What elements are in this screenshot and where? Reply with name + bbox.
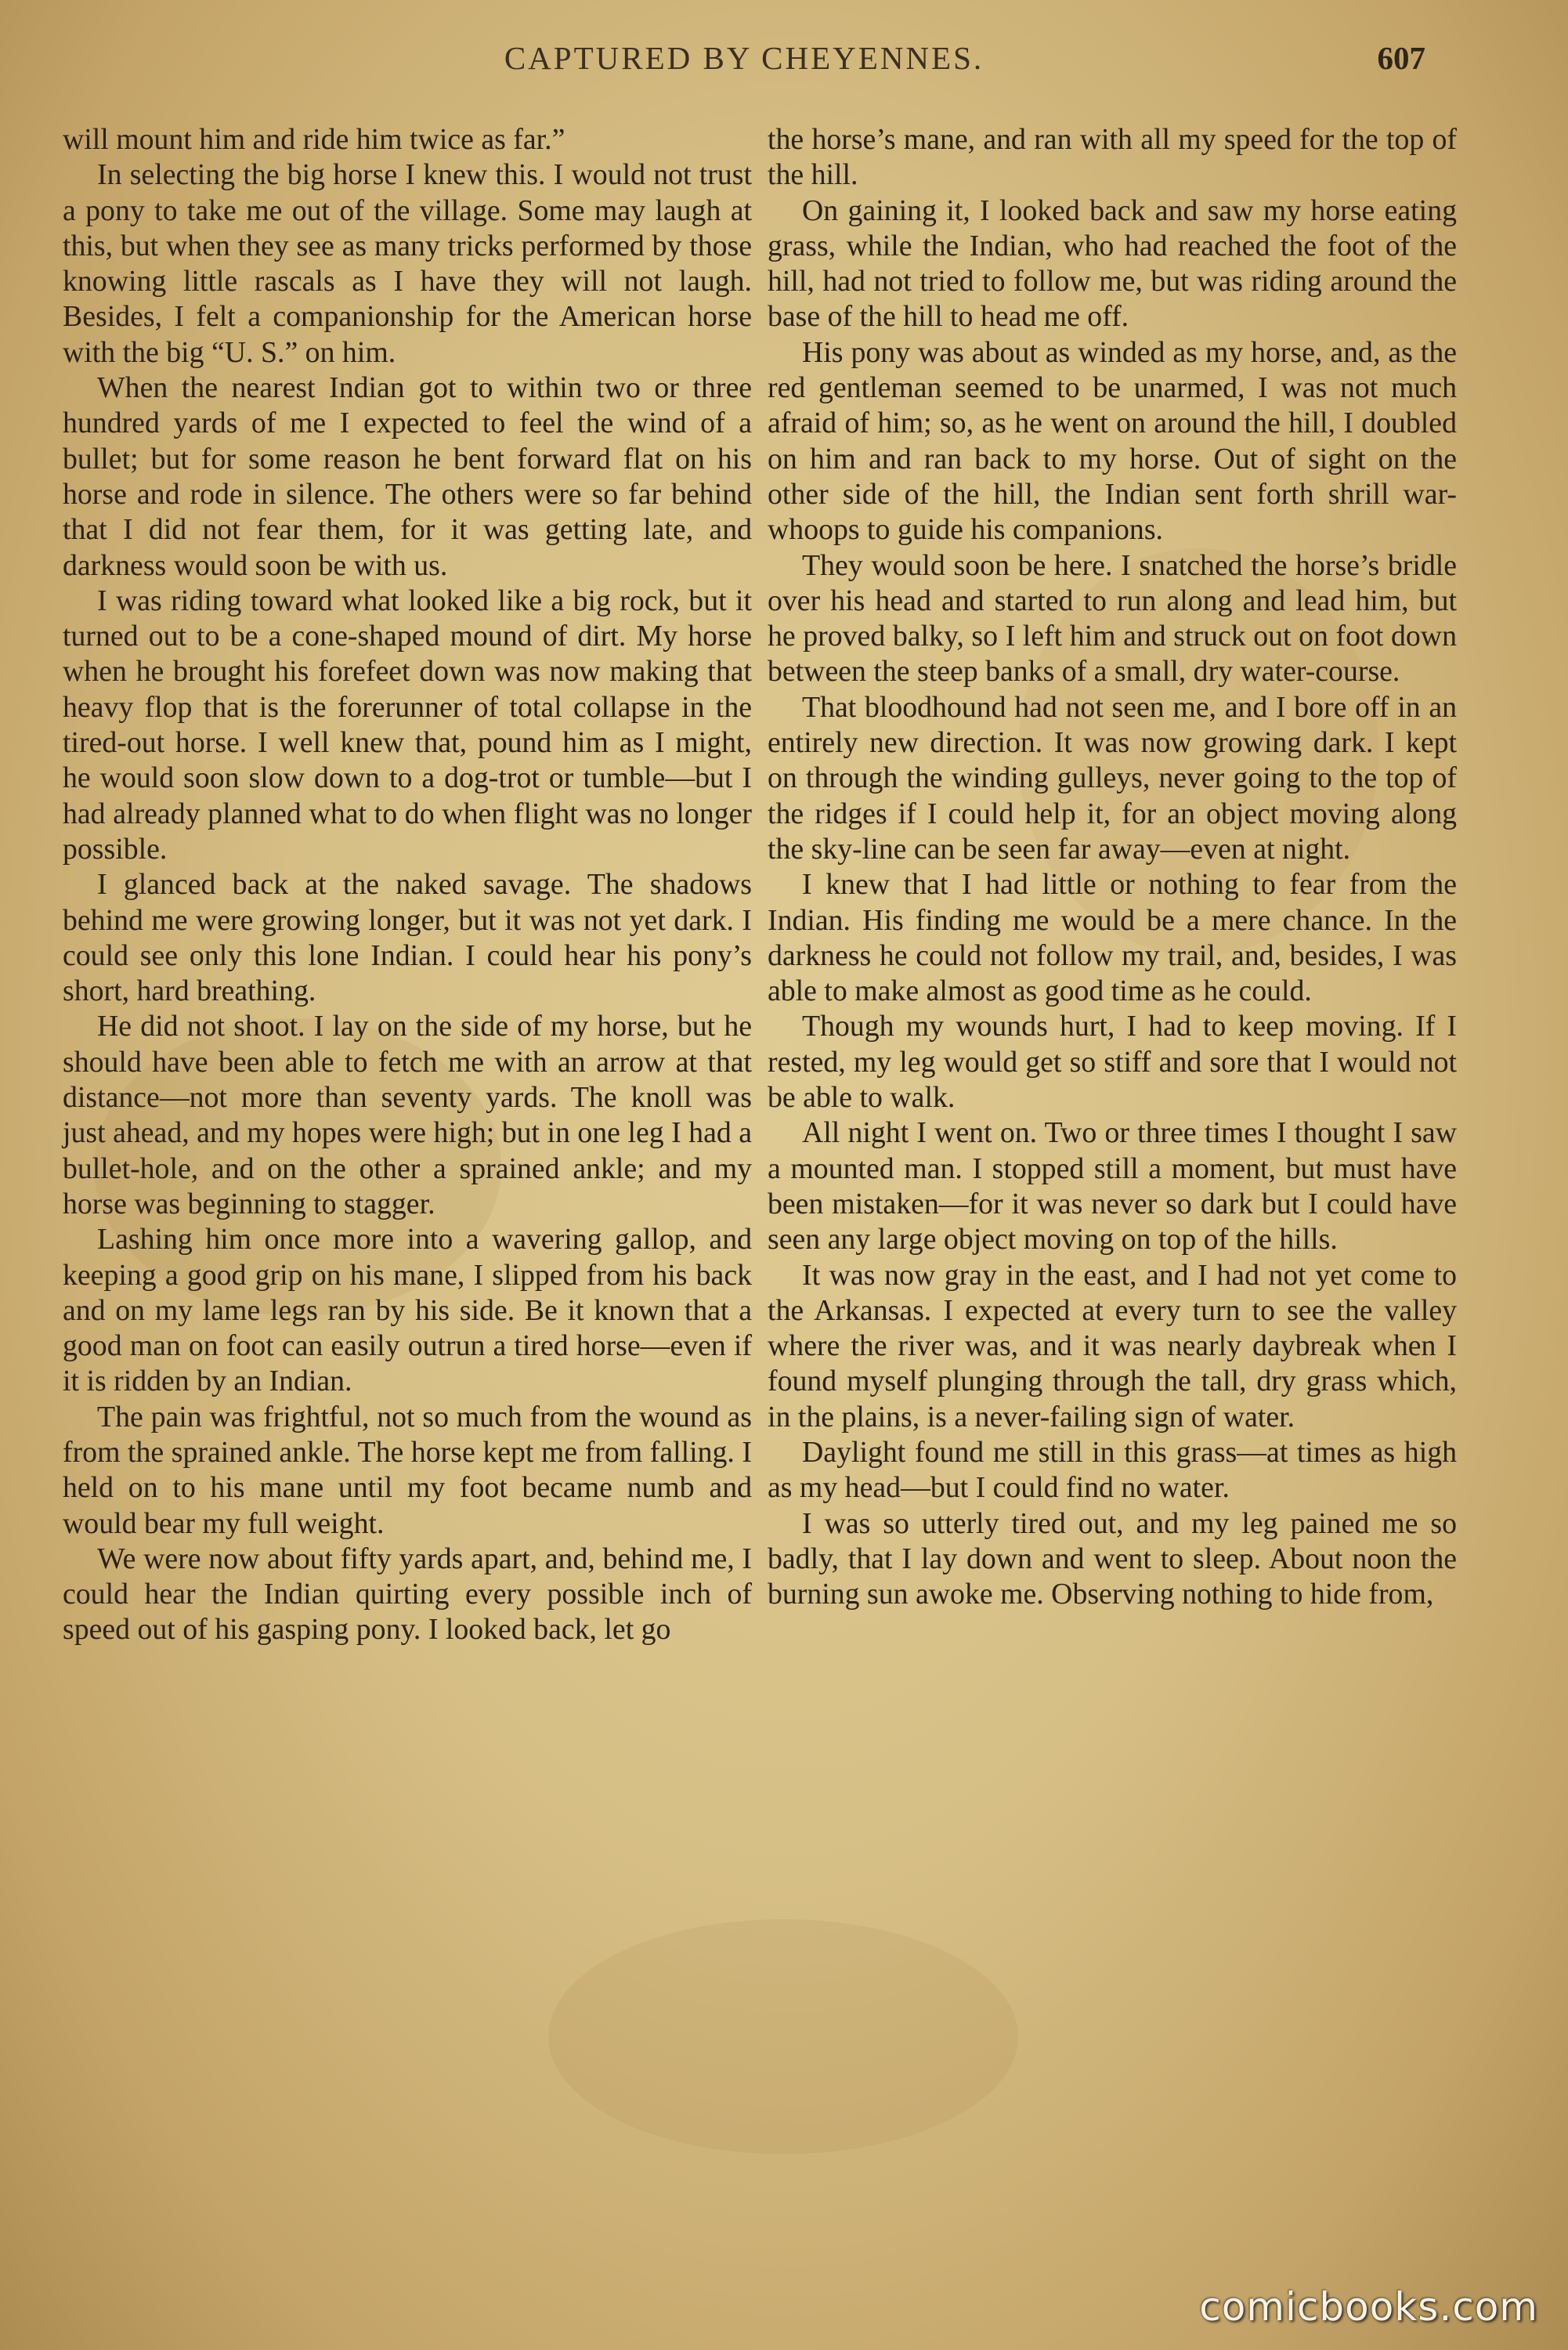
- paragraph: His pony was about as winded as my horse, and, as the red gentleman seemed to be unarmed, I was not much afraid of him; so, as he went on around the hill, I doubled on him and ran back to my horse. Out of sight on the other side of the hill, the Indian sent forth shrill war-whoops to guide his companions.: [768, 335, 1457, 547]
- running-head: CAPTURED BY CHEYENNES.: [504, 40, 985, 76]
- page-number: 607: [1377, 40, 1425, 76]
- site-watermark: comicbooks.com: [1199, 2284, 1538, 2330]
- paragraph: They would soon be here. I snatched the horse’s bridle over his head and started to run along and lead him, but he proved balky, so I left him and struck out on foot down between the steep banks of a small, dry water-course.: [768, 548, 1457, 689]
- paragraph: On gaining it, I looked back and saw my horse eating grass, while the Indian, who had reached the foot of the hill, had not tried to follow me, but was riding around the base of the hill to head me off.: [768, 193, 1457, 334]
- paragraph: That bloodhound had not seen me, and I bore off in an entirely new direction. It was now growing dark. I kept on through the winding gulleys, never going to the top of the ridges if I could help it, for an object moving along the sky-line can be seen far away—even at night.: [768, 690, 1457, 866]
- page-header: [63, 39, 1425, 86]
- paragraph: will mount him and ride him twice as far.”: [63, 123, 565, 156]
- paragraph: I was riding toward what looked like a big rock, but it turned out to be a cone-shaped mound of dirt. My horse when he brought his forefeet down was now making that heavy flop that is the forerunner of total collapse in the tired-out horse. I well knew that, pound him as I might, he would soon slow down to a dog-trot or tumble—but I had already planned what to do when flight was no longer possible.: [63, 584, 752, 866]
- paragraph: the horse’s mane, and ran with all my speed for the top of the hill.: [768, 123, 1457, 192]
- paragraph: Daylight found me still in this grass—at times as high as my head—but I could find no water.: [768, 1435, 1457, 1505]
- paragraph: Though my wounds hurt, I had to keep moving. If I rested, my leg would get so stiff and sore that I would not be able to walk.: [768, 1010, 1457, 1115]
- paragraph: I knew that I had little or nothing to fear from the Indian. His finding me would be a mere chance. In the darkness he could not follow my trail, and, besides, I was able to make almost as good time as he could.: [768, 868, 1457, 1008]
- paragraph: We were now about fifty yards apart, and, behind me, I could hear the Indian quirting every possible inch of speed out of his gasping pony. I looked back, let go: [63, 1542, 752, 1647]
- paragraph: It was now gray in the east, and I had not yet come to the Arkansas. I expected at every turn to see the valley where the river was, and it was nearly daybreak when I found myself plunging through the tall, dry grass which, in the plains, is a never-failing sign of water.: [768, 1258, 1457, 1434]
- paragraph: All night I went on. Two or three times I thought I saw a mounted man. I stopped still a moment, but must have been mistaken—for it was never so dark but I could have seen any large object moving on top of the hills.: [768, 1116, 1457, 1256]
- paper-stain: [548, 1919, 1018, 2154]
- right-column: [768, 122, 1457, 1612]
- paragraph: When the nearest Indian got to within two or three hundred yards of me I expected to feel the wind of a bullet; but for some reason he bent forward flat on his horse and rode in silence. The others were so far behind that I did not fear them, for it was getting late, and darkness would soon be with us.: [63, 371, 752, 582]
- paragraph: He did not shoot. I lay on the side of my horse, but he should have been able to fetch me with an arrow at that distance—not more than seventy yards. The knoll was just ahead, and my hopes were high; but in one leg I had a bullet-hole, and on the other a sprained ankle; and my horse was beginning to stagger.: [63, 1010, 752, 1220]
- paragraph: I was so utterly tired out, and my leg pained me so badly, that I lay down and went to sleep. About noon the burning sun awoke me. Observing nothing to hide from,: [768, 1506, 1457, 1611]
- left-column: [63, 122, 752, 1648]
- paragraph: In selecting the big horse I knew this. I would not trust a pony to take me out of the village. Some may laugh at this, but when they see as many tricks performed by those knowing little rascals as I have they will not laugh. Besides, I felt a companionship for the American horse with the big “U. S.” on him.: [63, 158, 752, 369]
- paragraph: I glanced back at the naked savage. The shadows behind me were growing longer, but it was not yet dark. I could see only this lone Indian. I could hear his pony’s short, hard breathing.: [63, 868, 752, 1008]
- paragraph: Lashing him once more into a wavering gallop, and keeping a good grip on his mane, I slipped from his back and on my lame legs ran by his side. Be it known that a good man on foot can easily outrun a tired horse—even if it is ridden by an Indian.: [63, 1223, 752, 1398]
- paragraph: The pain was frightful, not so much from the wound as from the sprained ankle. The horse kept me from falling. I held on to his mane until my foot became numb and would bear my full weight.: [63, 1400, 752, 1540]
